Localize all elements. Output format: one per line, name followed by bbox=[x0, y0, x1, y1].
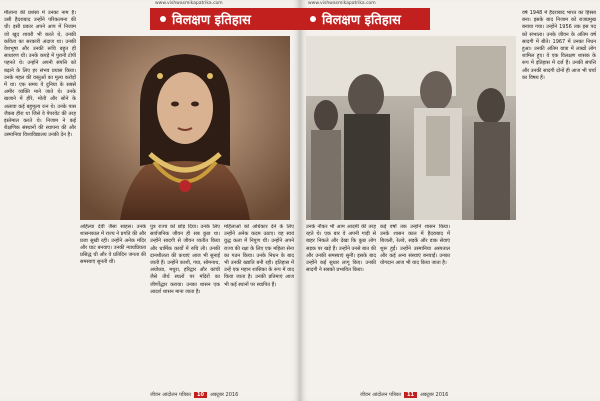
article-column-1: मौलाना की प्रशंसा में उनका नाम है। उसी हैदराबाद उन्होंने परिकल्पना की थी। इसी प्रकार अपने आप में निजाम जो खुद शायरी भी करते थे, उनकी कविता का सरकारी अंदाज था। उनकी वेशभूषा और उनकी रूचि बहुत ही साधारण थी। उनके कपड़े में पुरानी टोपी पहनते थे। उन्होंने अपनी संपत्ति को बढ़ाने के लिए हर संभव प्रयास किया। उनके महल की वस्तुओं का मूल्य करोड़ों में था। एक समय वे दुनिया के सबसे अमीर व्यक्ति माने जाते थे। उनके खजाने में हीरे, मोती और सोने के अलावा कई बहुमूल्य रत्न थे। उनके पास जैकब हीरा था जिसे वे पेपरवेट की तरह इस्तेमाल करते थे। निजाम ने कई शैक्षणिक संस्थानों की स्थापना की और उस्मानिया विश्वविद्यालय उनकी देन है। bbox=[4, 10, 76, 139]
article-column-1: उनके नौकर भी आम आदमी की तरह रहते थे। एक बार वे अपनी गाड़ी से बाहर निकले और देखा कि कुछ लोग सड़क पर खड़े हैं। उन्होंने उनसे बात की और उनकी समस्याएं सुनीं। इसके बाद उन्होंने कई सुधार लागू किए। उनकी सादगी ने सबको प्रभावित किया। bbox=[306, 224, 376, 274]
page-footer bbox=[360, 392, 448, 398]
section-banner bbox=[150, 8, 300, 30]
group-image bbox=[306, 36, 516, 220]
article-column-3: वर्ष 1948 में हैदराबाद भारत का हिस्सा बना। इसके बाद निजाम को राजप्रमुख बनाया गया। उन्होंने 1956 तक इस पद को संभाला। उनके जीवन के अंतिम वर्ष सादगी में बीते। 1967 में उनका निधन हुआ। उनकी अंतिम यात्रा में लाखों लोग शामिल हुए। वे एक विलक्षण शासक के रूप में इतिहास में दर्ज हैं। उनकी संपत्ति और उनकी सादगी दोनों ही आज भी चर्चा का विषय हैं। bbox=[522, 10, 596, 81]
footer-date: अक्टूबर 2016 bbox=[209, 392, 239, 398]
page-number: 11 bbox=[404, 392, 417, 398]
bullet-icon bbox=[160, 16, 166, 22]
article-column-4: महिलाओं को अधिकार देने के लिए उन्होंने अनेक कदम उठाए। वह स्वयं युद्ध कला में निपुण थीं। उन्होंने अपने राज्य की रक्षा के लिए एक महिला सेना का गठन किया। उनके निधन के बाद भी उनकी ख्याति बनी रही। इतिहास में उन्हें एक महान शासिका के रूप में याद किया जाता है। उनकी प्रतिमाएं आज भी कई स्थानों पर स्थापित हैं। bbox=[224, 224, 294, 288]
article-column-3: पुत्र राज्य को छोड़ दिया। उनके लिए सार्वजनिक जीवन ही सब कुछ था। उन्होंने सादगी से जीवन व्यतीत किया और धार्मिक कार्यों में रुचि ली। उनकी दानशीलता की कथाएं आज भी सुनाई जाती हैं। उन्होंने काशी, गया, सोमनाथ, अयोध्या, मथुरा, हरिद्वार और कांची जैसे तीर्थ स्थलों पर मंदिरों का जीर्णोद्धार कराया। उनका शासन एक आदर्श शासन माना जाता है। bbox=[150, 224, 220, 295]
page-url: www.vishwasmikapatrika.com bbox=[308, 1, 376, 6]
group-photo bbox=[306, 36, 516, 220]
footer-magazine: जीवन आंदोलन पत्रिका bbox=[360, 392, 401, 398]
portrait-photo bbox=[80, 36, 290, 220]
right-page bbox=[300, 0, 600, 401]
section-title: विलक्षण इतिहास bbox=[322, 13, 401, 28]
footer-magazine: जीवन आंदोलन पत्रिका bbox=[150, 392, 191, 398]
portrait-image bbox=[80, 36, 290, 220]
page-url: www.vishwasmikapatrika.com bbox=[155, 1, 223, 6]
article-column-2: अहिल्या देवी जैसा साहस। उनके शासनकाल में राज्य ने प्रगति की और प्रजा सुखी रही। उन्होंने अनेक मंदिर और घाट बनवाए। उनकी न्यायप्रियता प्रसिद्ध थी और वे प्रतिदिन जनता की समस्याएं सुनती थीं। bbox=[80, 224, 146, 265]
section-banner bbox=[300, 8, 430, 30]
footer-date: अक्टूबर 2016 bbox=[419, 392, 449, 398]
page-number: 10 bbox=[194, 392, 207, 398]
article-column-2: कई वर्षों तक उन्होंने शासन किया। उनके शासन काल में हैदराबाद में बिजली, रेलवे, सड़कें और डाक सेवाएं शुरू हुईं। उन्होंने उस्मानिया अस्पताल और कई अन्य संस्थाएं बनवाईं। उनका योगदान आज भी याद किया जाता है। bbox=[380, 224, 450, 267]
section-title: विलक्षण इतिहास bbox=[172, 13, 251, 28]
bullet-icon bbox=[310, 16, 316, 22]
page-footer bbox=[150, 392, 238, 398]
